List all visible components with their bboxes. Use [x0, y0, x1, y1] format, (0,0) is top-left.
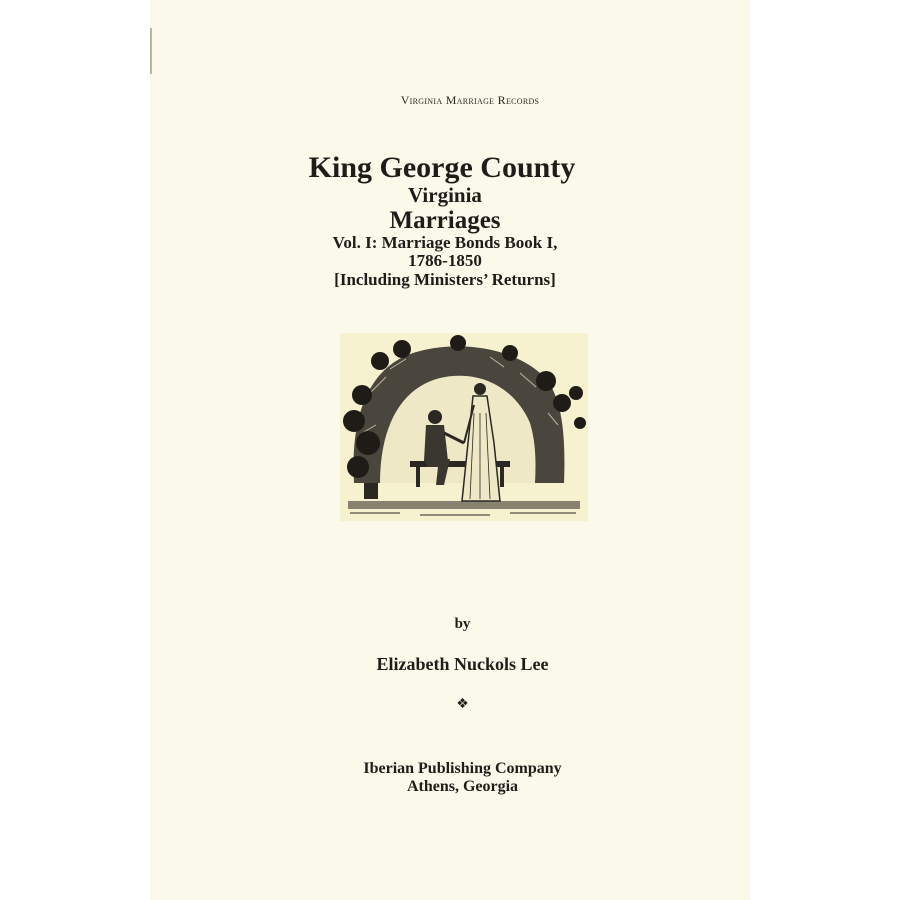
cover-illustration — [340, 333, 588, 521]
engraving-couple-in-garden-arbor-icon — [340, 333, 588, 521]
title-line-subtitle: [Including Ministers’ Returns] — [334, 269, 556, 289]
spine-edge-mark — [150, 28, 152, 74]
byline: by — [454, 616, 471, 632]
title-line-state: Virginia — [408, 183, 482, 208]
series-title: Virginia Marriage Records — [400, 93, 540, 107]
publisher-name: Iberian Publishing Company — [363, 760, 562, 777]
book-title — [300, 152, 590, 289]
title-line-volume: Vol. I: Marriage Bonds Book I, — [332, 233, 558, 253]
author-name: Elizabeth Nuckols Lee — [376, 654, 549, 674]
title-line-years: 1786-1850 — [408, 251, 482, 271]
title-line-county: King George County — [308, 151, 576, 184]
diamond-ornament-icon: ❖ — [456, 697, 469, 712]
publisher-block — [300, 760, 625, 796]
publisher-location: Athens, Georgia — [406, 777, 519, 795]
title-line-marriages: Marriages — [389, 207, 501, 235]
